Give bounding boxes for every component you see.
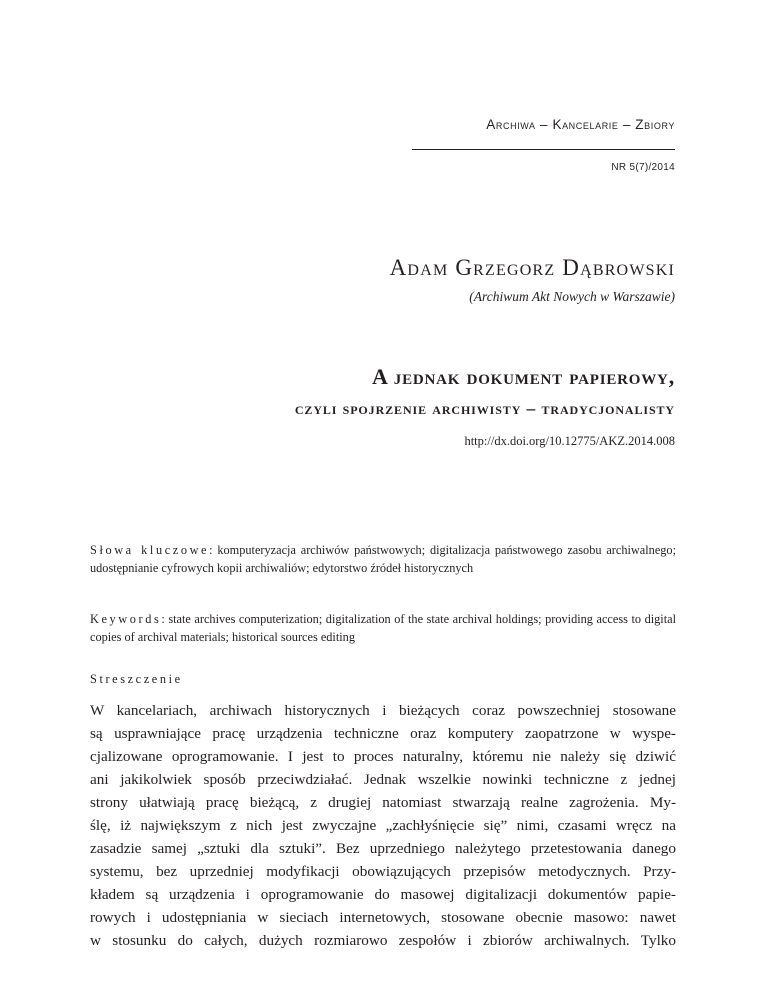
abstract-line: W kancelariach, archiwach historycznych i bieżących coraz powszechniej stosowane (90, 702, 676, 719)
abstract-line: w stosunku do całych, dużych rozmiarowo zespołów i zbiorów archiwalnych. Tylko (90, 932, 676, 949)
abstract-line: cjalizowane oprogramowanie. I jest to proces naturalny, któremu nie należy się dziwić (90, 748, 676, 765)
keywords-polish-text: komputeryzacja archiwów państwowych; digitalizacja państwowego zasobu archiwalnego; udostępnianie cyfrowych kopii archiwaliów; edytorstwo źródeł historycznych (90, 543, 676, 575)
abstract-line: zasadzie samej „sztuki dla sztuki”. Bez uprzedniego należytego przetestowania danego (90, 840, 676, 857)
abstract-line: strony ułatwiają pracę bieżącą, z drugiej natomiast stwarzają realne zagrożenia. My- (90, 794, 676, 811)
abstract-line: są usprawniające pracę urządzenia techniczne oraz komputery zaopatrzone w wyspe- (90, 725, 676, 742)
journal-title: Archiwa – Kancelarie – Zbiory (486, 117, 675, 132)
author-name: Adam Grzegorz Dąbrowski (389, 255, 675, 280)
abstract-heading: Streszczenie (90, 672, 183, 686)
keywords-english: Keywords: state archives computerization; digitalization of the state archival holdings; providing access to digital copies of archival materials; historical sources editing (90, 612, 676, 644)
abstract-line: kładem są urządzenia i oprogramowanie do masowej digitalizacji dokumentów papie- (90, 886, 676, 903)
keywords-polish: Słowa kluczowe: komputeryzacja archiwów państwowych; digitalizacja państwowego zasobu archiwalnego; udostępnianie cyfrowych kopii archiwaliów; edytorstwo źródeł historycznych (90, 543, 676, 575)
abstract-line: rowych i udostępniania w sieciach internetowych, stosowane obecnie masowo: nawet (90, 909, 676, 926)
author-affiliation: (Archiwum Akt Nowych w Warszawie) (469, 289, 675, 304)
issue-number: NR 5(7)/2014 (611, 162, 675, 173)
abstract-line: systemu, bez uprzedniej modyfikacji obowiązujących przepisów metodycznych. Przy- (90, 863, 676, 880)
keywords-english-label: Keywords (90, 612, 162, 626)
doi-link[interactable]: http://dx.doi.org/10.12775/AKZ.2014.008 (464, 434, 675, 448)
abstract-line: ani jakikolwiek sposób przeciwdziałać. Jednak wszelkie nowinki techniczne z jednej (90, 771, 676, 788)
abstract-body (90, 699, 676, 952)
article-title-line-1: A jednak dokument papierowy, (372, 364, 675, 389)
keywords-polish-label: Słowa kluczowe (90, 543, 210, 557)
article-title-line-2: czyli spojrzenie archiwisty – tradycjonalisty (294, 398, 675, 418)
abstract-line: ślę, iż największym z nich jest zwyczajne „zachłyśnięcie się” nimi, czasami wręcz na (90, 817, 676, 834)
keywords-english-text: state archives computerization; digitalization of the state archival holdings; providing access to digital copies of archival materials; historical sources editing (90, 612, 676, 644)
header-rule (412, 149, 675, 150)
